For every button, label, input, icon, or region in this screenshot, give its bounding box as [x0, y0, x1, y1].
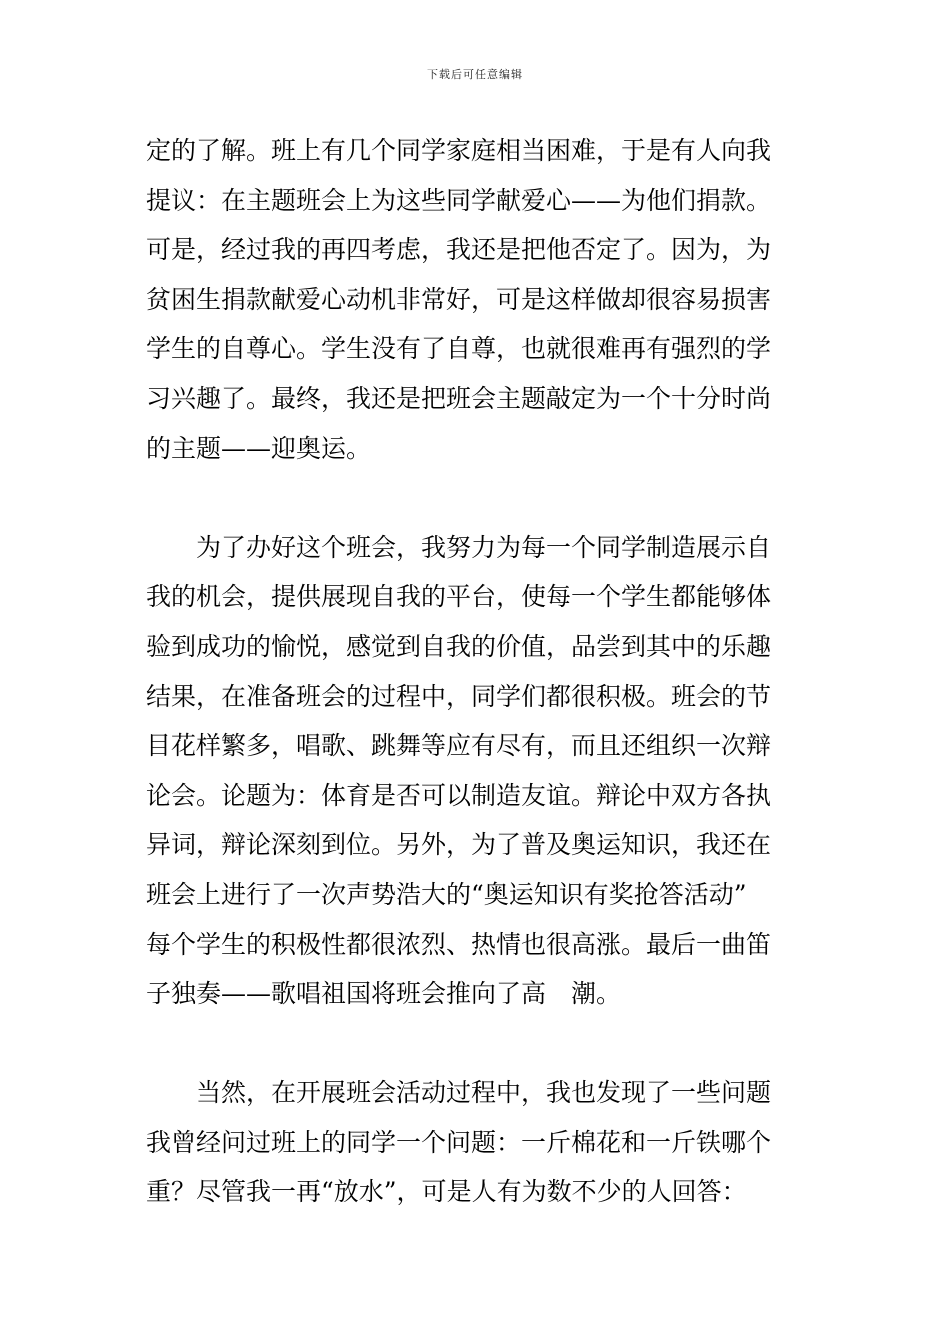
text-line: 班会上进行了一次声势浩大的“奥运知识有奖抢答活动” [146, 879, 747, 909]
text-line: 结果，在准备班会的过程中，同学们都很积极。班会的节 [146, 681, 772, 711]
header-note: 下载后可任意编辑 [427, 68, 523, 81]
text-line: 目花样繁多，唱歌、跳舞等应有尽有，而且还组织一次辩 [146, 731, 772, 761]
paragraph-gap [146, 473, 806, 523]
text-line: 习兴趣了。最终，我还是把班会主题敲定为一个十分时尚 [146, 383, 772, 413]
text-line: 定的了解。班上有几个同学家庭相当困难，于是有人向我 [146, 136, 772, 165]
text-line: 我的机会，提供展现自我的平台，使每一个学生都能够体 [146, 582, 772, 612]
text-line: 可是，经过我的再四考虑，我还是把他否定了。因为，为 [146, 235, 772, 265]
text-line: 贫困生捐款献爱心动机非常好，可是这样做却很容易损害 [146, 284, 772, 314]
text-line: 验到成功的愉悦，感觉到自我的价值，品尝到其中的乐趣 [146, 631, 772, 661]
text-line: 子独奏——歌唱祖国将班会推向了高 潮。 [146, 979, 622, 1009]
paragraph-gap [146, 1019, 806, 1069]
text-line: 为了办好这个班会，我努力为每一个同学制造展示自 [146, 532, 772, 562]
text-line: 每个学生的积极性都很浓烈、热情也很高涨。最后一曲笛 [146, 929, 772, 959]
text-line: 我曾经问过班上的同学一个问题：一斤棉花和一斤铁哪个 [146, 1127, 772, 1157]
text-line: 异词，辩论深刻到位。另外，为了普及奥运知识，我还在 [146, 830, 772, 860]
text-line: 的主题——迎奥运。 [146, 433, 372, 463]
text-line: 论会。论题为：体育是否可以制造友谊。辩论中双方各执 [146, 780, 772, 810]
document-body [146, 126, 806, 1217]
text-line: 学生的自尊心。学生没有了自尊，也就很难再有强烈的学 [146, 334, 772, 364]
text-line: 当然，在开展班会活动过程中，我也发现了一些问题 [146, 1078, 772, 1108]
text-line: 重？尽管我一再“放水”，可是人有为数不少的人回答： [146, 1177, 747, 1207]
text-line: 提议：在主题班会上为这些同学献爱心——为他们捐款。 [146, 185, 772, 215]
